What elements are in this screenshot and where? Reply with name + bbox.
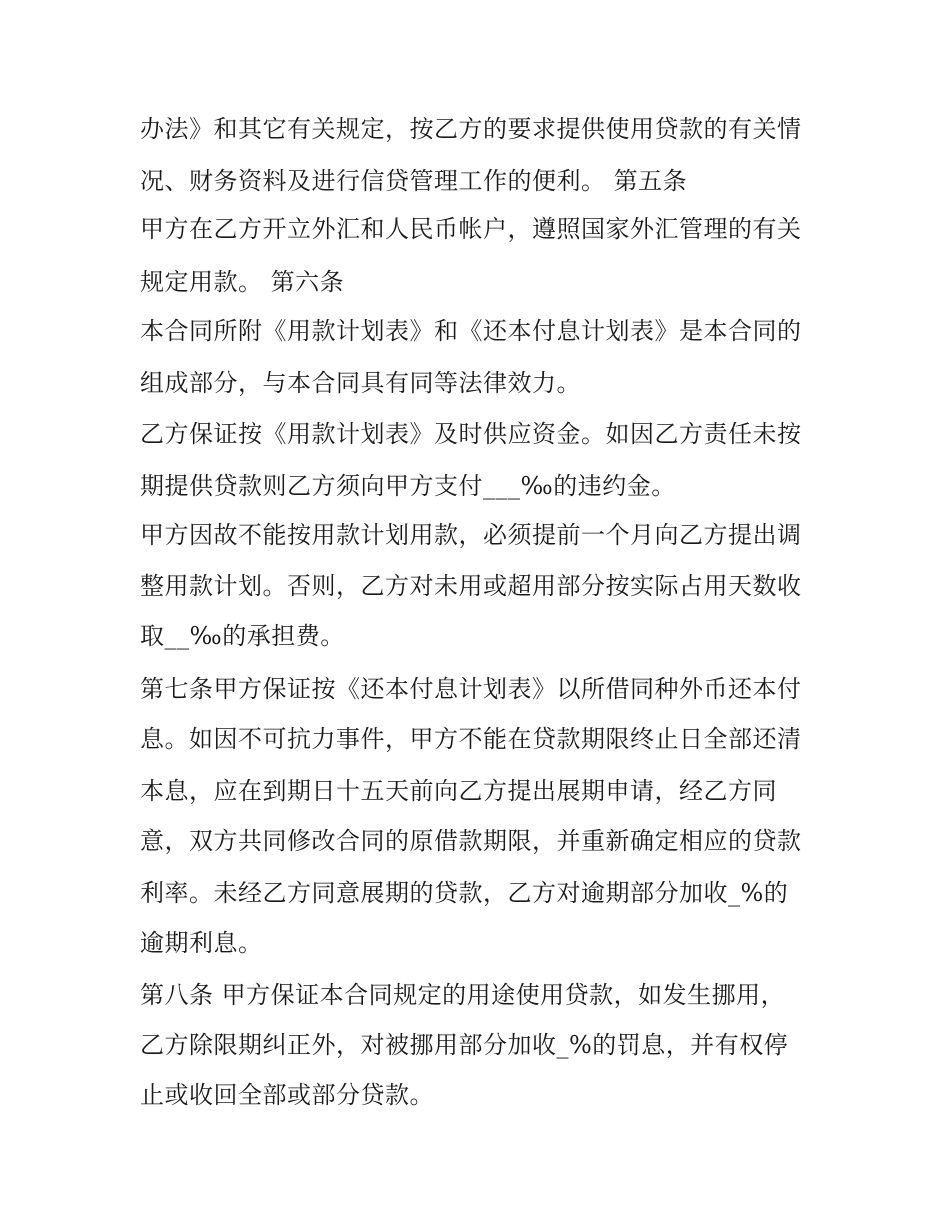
text-line: 取__‰的承担费。 xyxy=(140,622,345,650)
text-line: 规定用款。 第六条 xyxy=(140,268,345,296)
text-line: 逾期利息。 xyxy=(140,929,263,957)
text-line: 乙方除限期纠正外，对被挪用部分加收_%的罚息，并有权停 xyxy=(140,1031,789,1059)
text-line: 利率。未经乙方同意展期的贷款，乙方对逾期部分加收_%的 xyxy=(140,879,789,907)
text-line: 本息，应在到期日十五天前向乙方提出展期申请，经乙方同 xyxy=(140,777,777,805)
text-line: 第七条甲方保证按《还本付息计划表》以所借同种外币还本付 xyxy=(140,675,802,703)
text-line: 办法》和其它有关规定，按乙方的要求提供使用贷款的有关情 xyxy=(140,115,802,143)
text-line: 组成部分，与本合同具有同等法律效力。 xyxy=(140,369,581,397)
text-line: 意，双方共同修改合同的原借款期限，并重新确定相应的贷款 xyxy=(140,827,802,855)
text-line: 甲方因故不能按用款计划用款，必须提前一个月向乙方提出调 xyxy=(140,521,802,549)
text-line: 本合同所附《用款计划表》和《还本付息计划表》是本合同的 xyxy=(140,317,802,345)
text-line: 整用款计划。否则，乙方对未用或超用部分按实际占用天数收 xyxy=(140,572,802,600)
text-line: 期提供贷款则乙方须向甲方支付___‰的违约金。 xyxy=(140,472,676,500)
text-line: 甲方在乙方开立外汇和人民币帐户，遵照国家外汇管理的有关 xyxy=(140,215,802,243)
text-line: 息。如因不可抗力事件，甲方不能在贷款期限终止日全部还清 xyxy=(140,725,802,753)
text-line: 第八条 甲方保证本合同规定的用途使用贷款，如发生挪用， xyxy=(140,981,786,1009)
text-line: 止或收回全部或部分贷款。 xyxy=(140,1081,434,1109)
text-line: 况、财务资料及进行信贷管理工作的便利。 第五条 xyxy=(140,167,688,195)
text-line: 乙方保证按《用款计划表》及时供应资金。如因乙方责任未按 xyxy=(140,420,802,448)
